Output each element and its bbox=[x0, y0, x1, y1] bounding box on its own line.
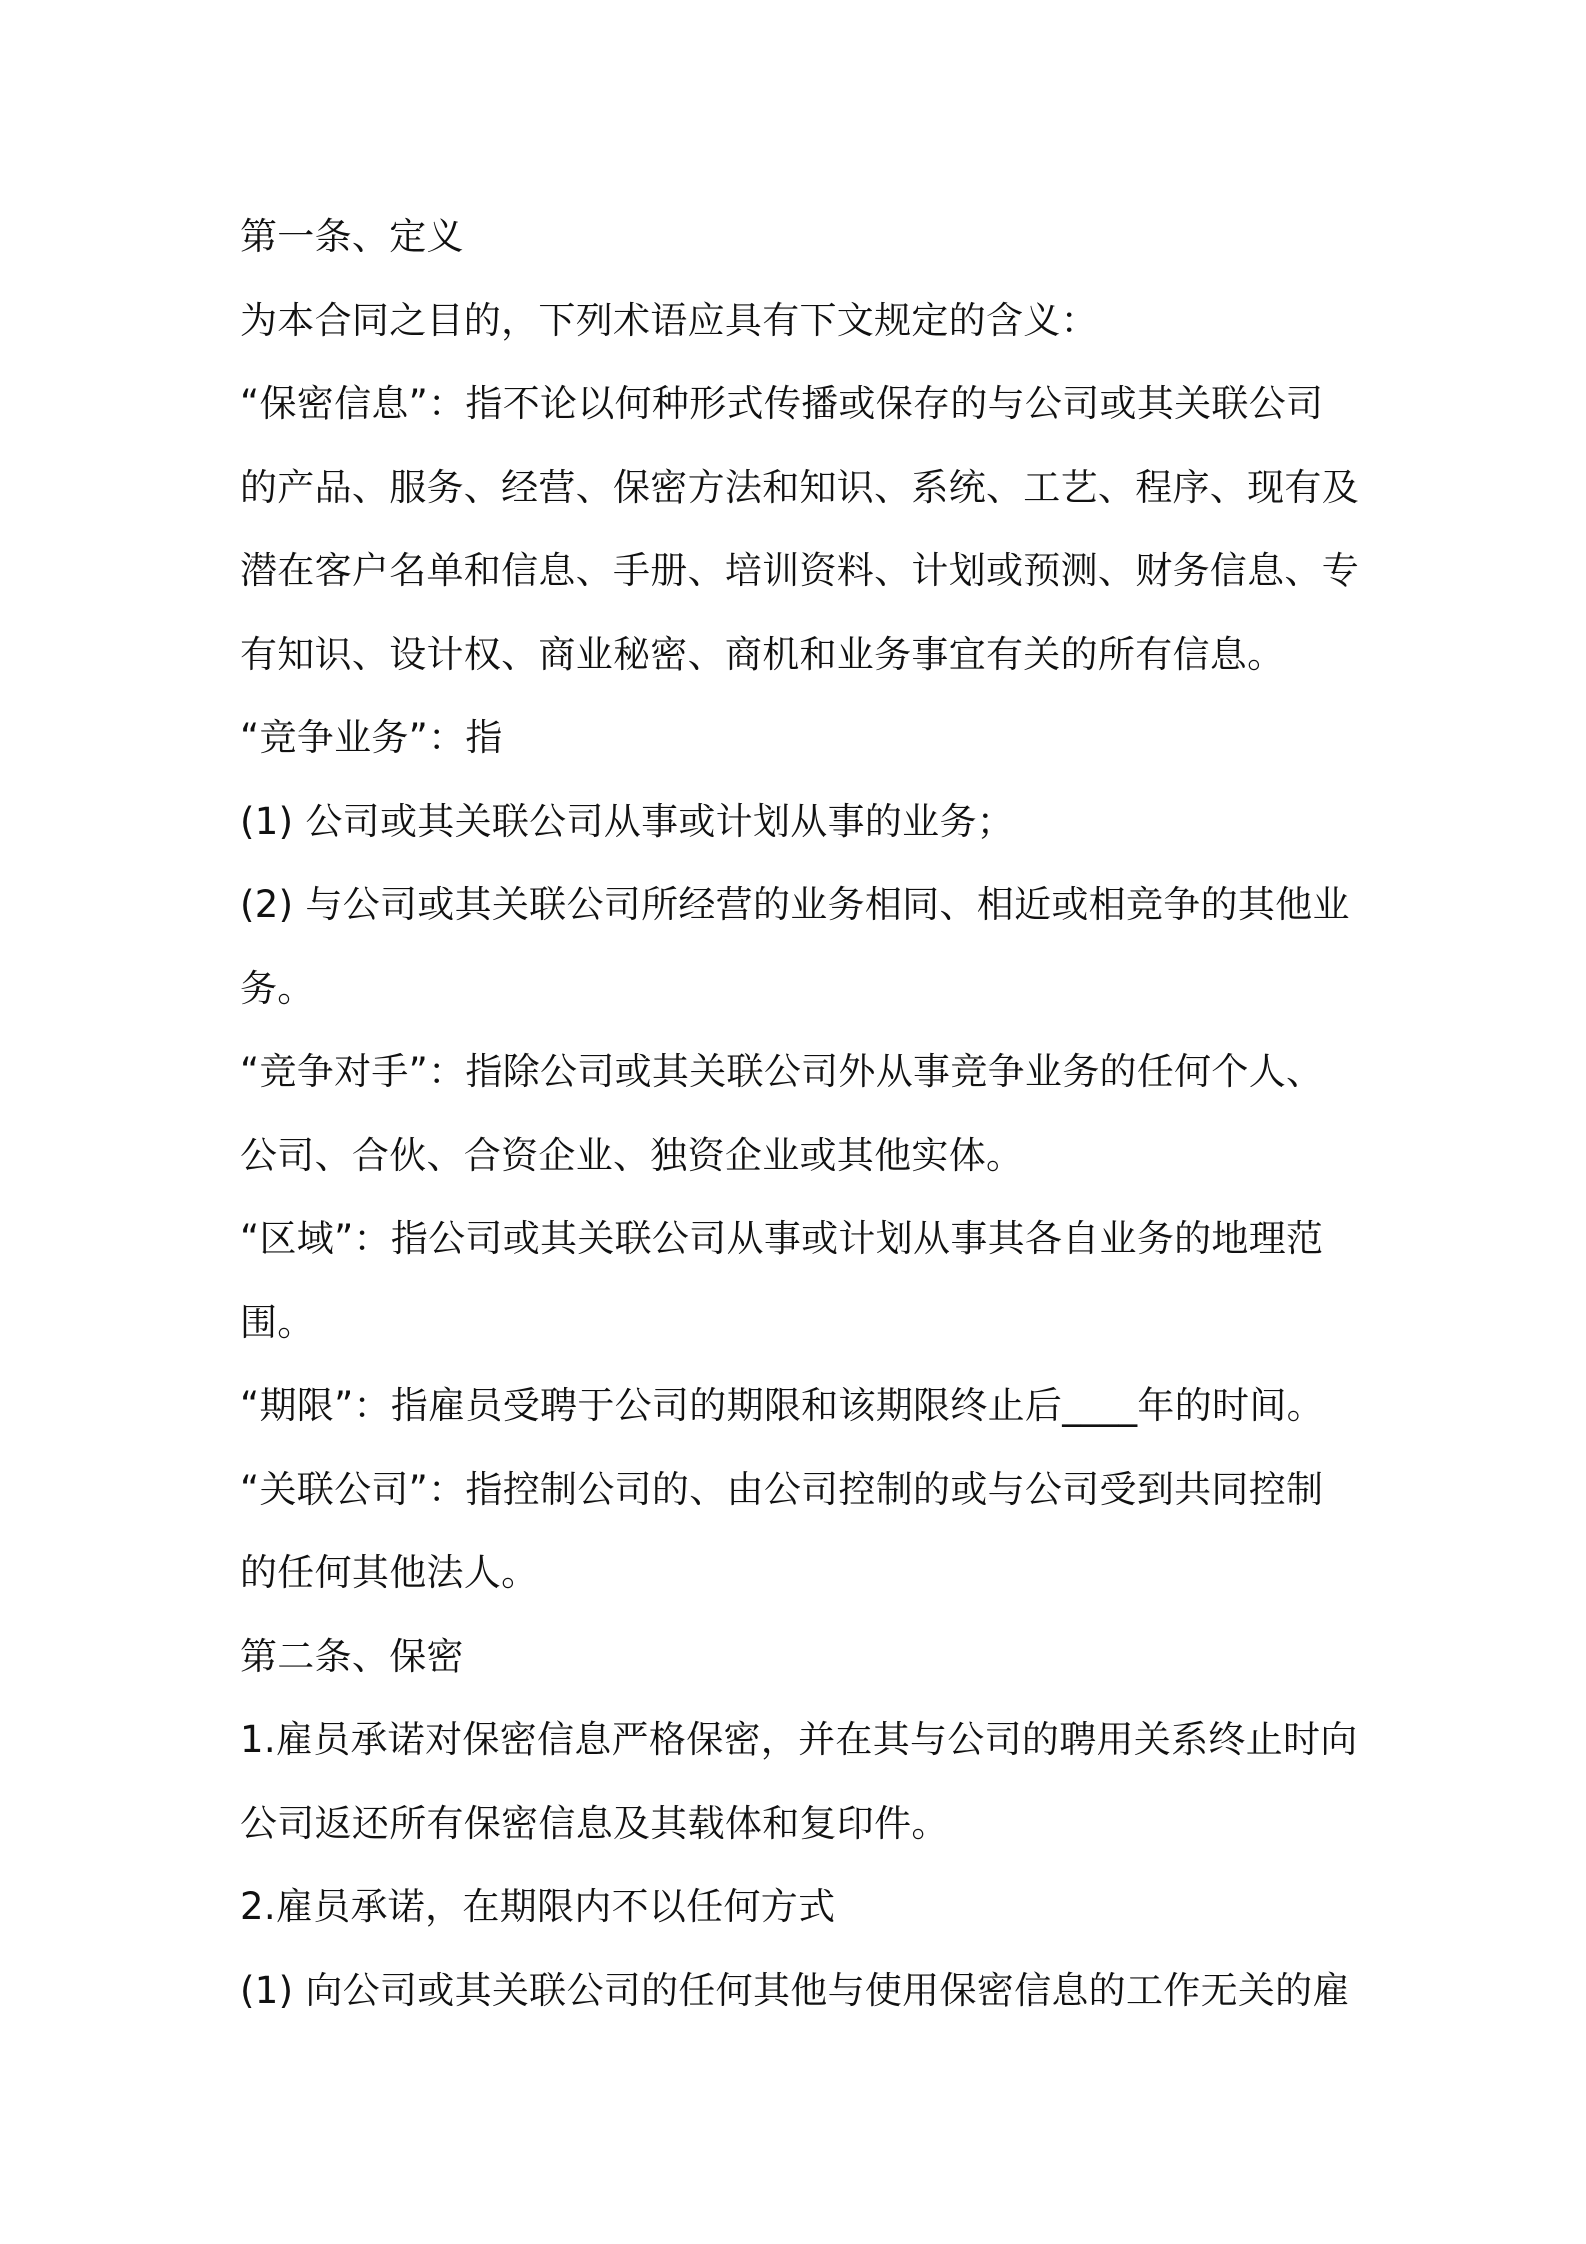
definition-term-period: “期限”：指雇员受聘于公司的期限和该期限终止后____年的时间。 bbox=[240, 1384, 1324, 1427]
article-2-clause-2: 2.雇员承诺，在期限内不以任何方式 bbox=[240, 1885, 836, 1928]
definition-competitor: “竞争对手”：指除公司或其关联公司外从事竞争业务的任何个人、公司、合伙、合资企业、独资企业或其他实体。 bbox=[240, 1050, 1324, 1177]
article-2-heading: 第二条、保密 bbox=[240, 1634, 464, 1678]
competing-business-item-1: (1) 公司或其关联公司从事或计划从事的业务； bbox=[240, 799, 1015, 843]
article-1-heading: 第一条、定义 bbox=[240, 215, 464, 258]
competing-business-item-2: (2) 与公司或其关联公司所经营的业务相同、相近或相竞争的其他业务。 bbox=[240, 883, 1350, 1010]
document-body bbox=[240, 195, 1360, 2032]
definition-confidential-info: “保密信息”：指不论以何种形式传播或保存的与公司或其关联公司的产品、服务、经营、保密方法和知识、系统、工艺、程序、现有及潜在客户名单和信息、手册、培训资料、计划或预测、财务信息、专有知识、设计权、商业秘密、商机和业务事宜有关的所有信息。 bbox=[240, 382, 1359, 676]
article-2-clause-1: 1.雇员承诺对保密信息严格保密，并在其与公司的聘用关系终止时向公司返还所有保密信息及其载体和复印件。 bbox=[240, 1718, 1358, 1845]
definition-competing-business: “竞争业务”：指 bbox=[240, 716, 503, 759]
definition-affiliate: “关联公司”：指控制公司的、由公司控制的或与公司受到共同控制的任何其他法人。 bbox=[240, 1467, 1324, 1594]
article-2-clause-2-item-1: (1) 向公司或其关联公司的任何其他与使用保密信息的工作无关的雇 bbox=[240, 1968, 1350, 2012]
article-1-intro: 为本合同之目的，下列术语应具有下文规定的含义： bbox=[240, 298, 1098, 342]
definition-region: “区域”：指公司或其关联公司从事或计划从事其各自业务的地理范围。 bbox=[240, 1217, 1324, 1344]
